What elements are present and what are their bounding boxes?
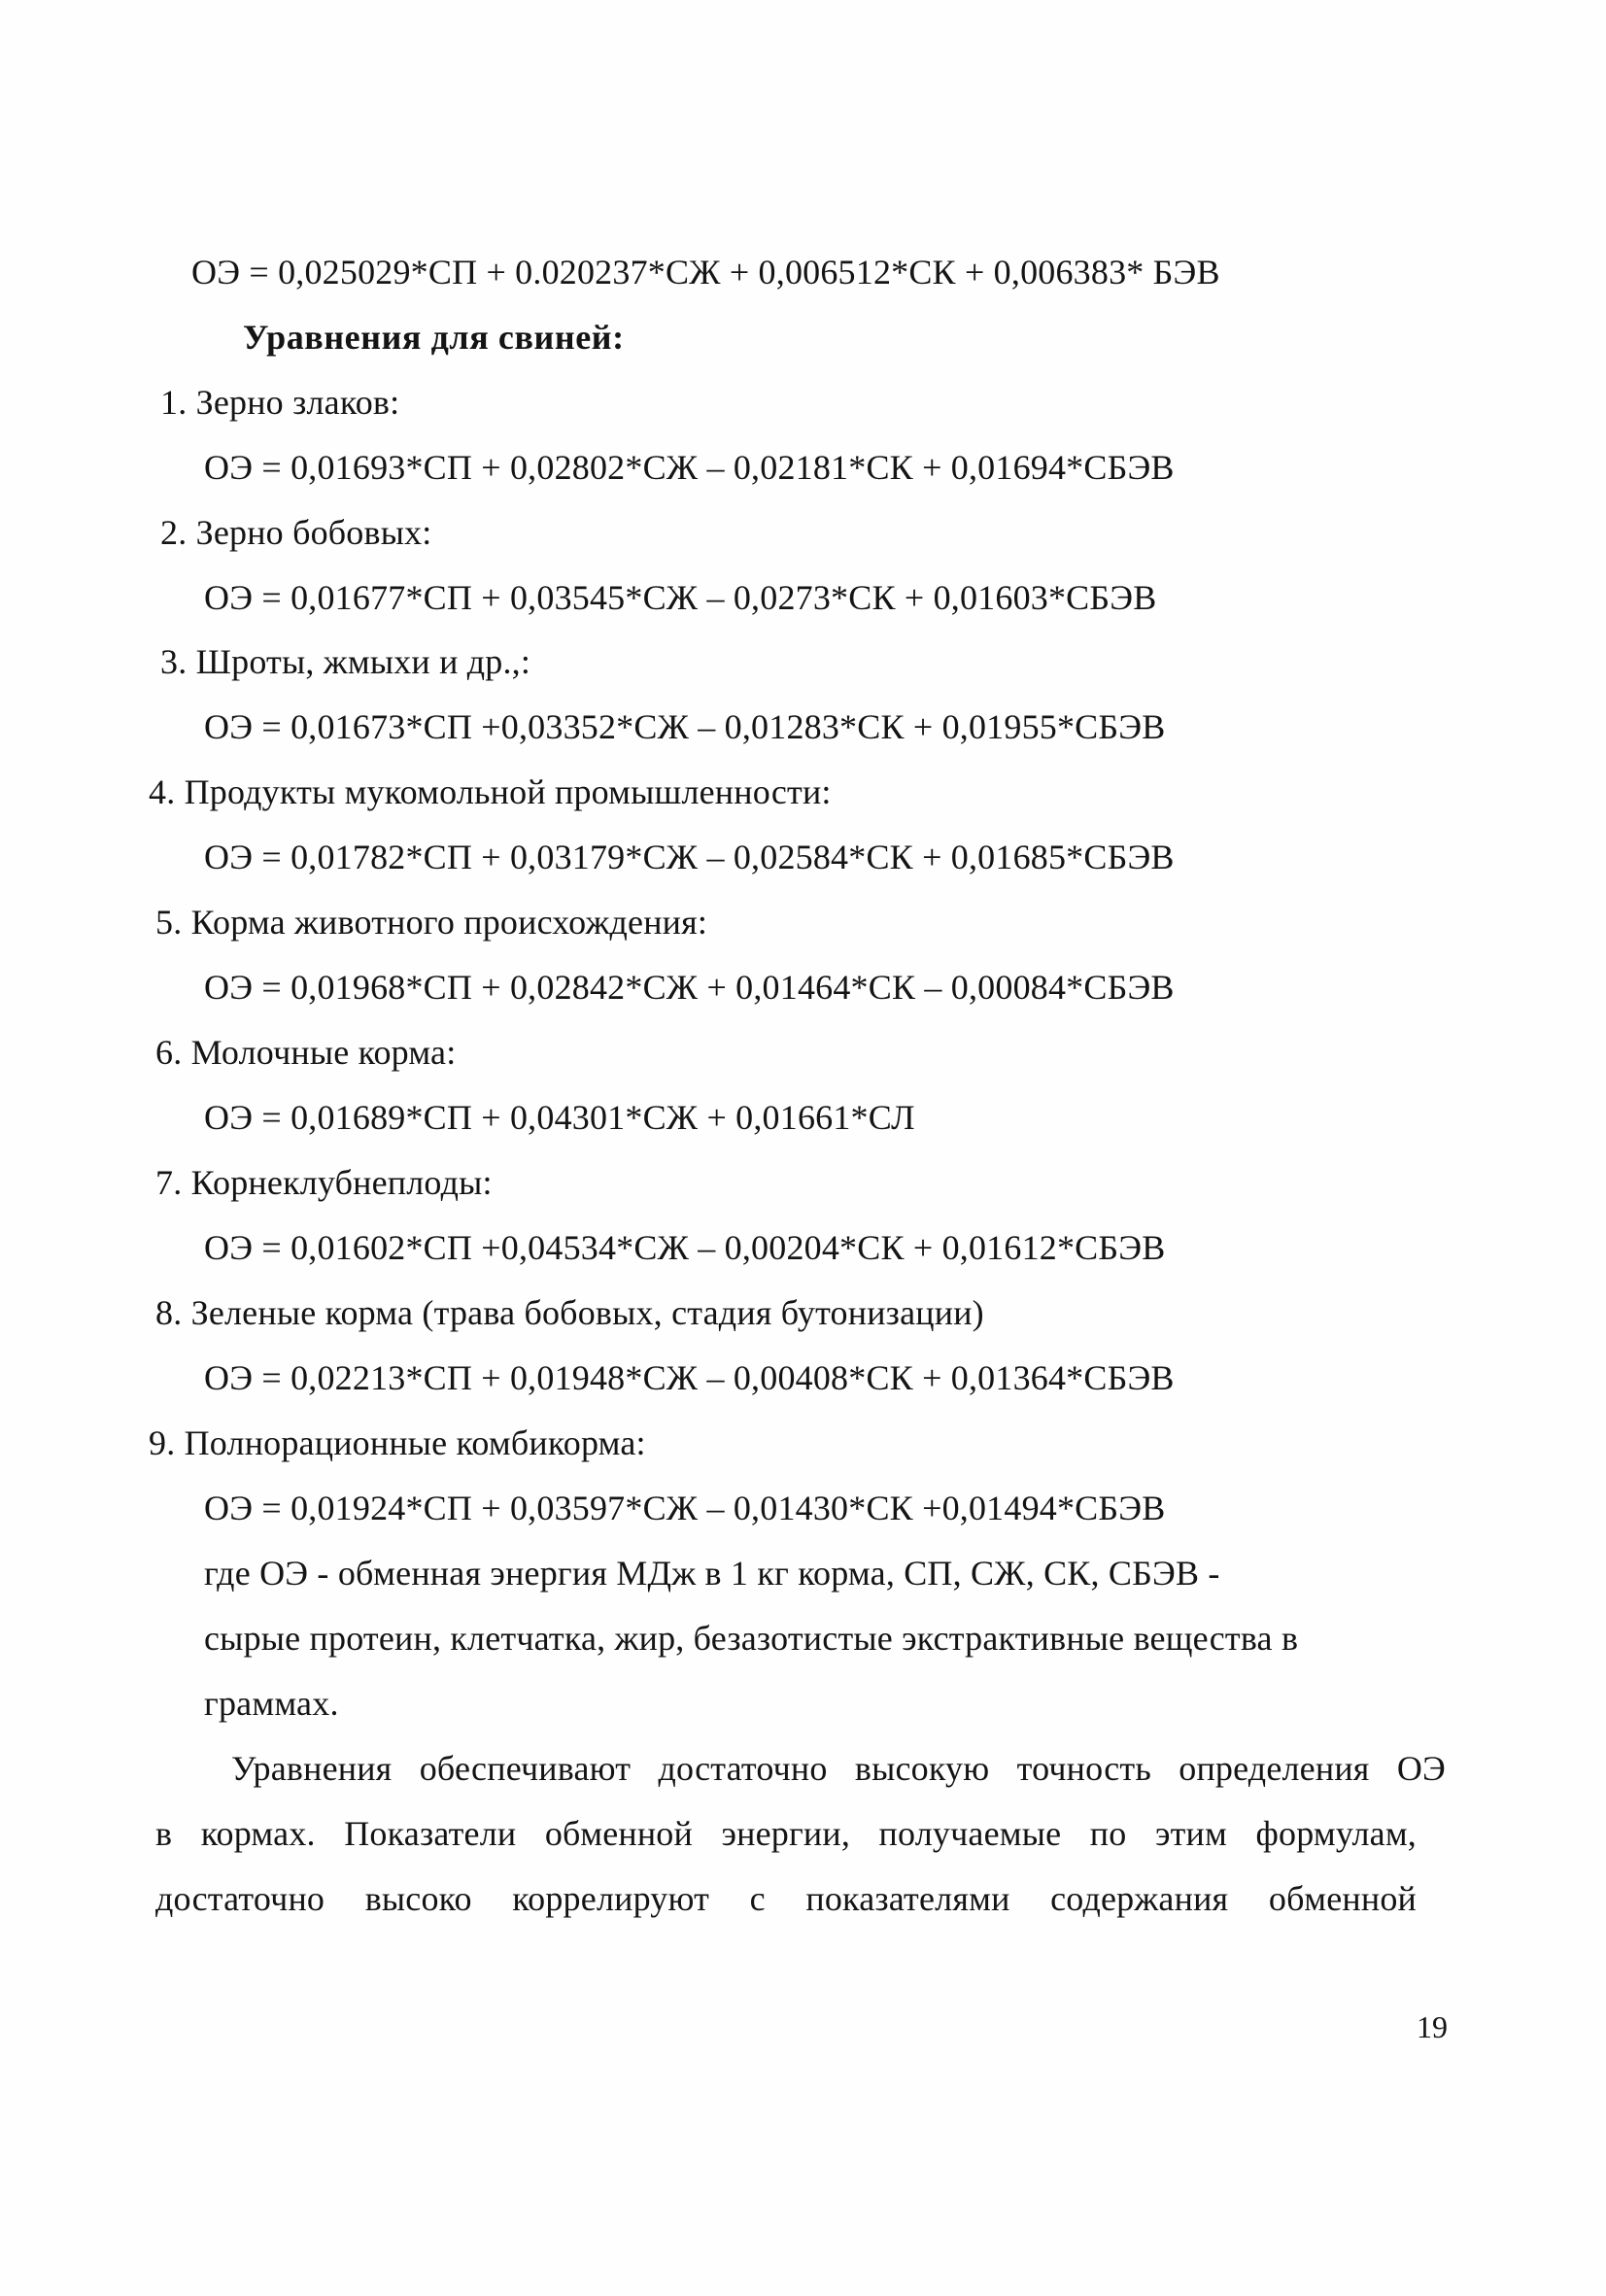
list-item-formula: ОЭ = 0,01924*СП + 0,03597*СЖ – 0,01430*СК +0,01494*СБЭВ [204,1489,1166,1527]
top-formula: ОЭ = 0,025029*СП + 0.020237*СЖ + 0,006512*СК + 0,006383* БЭВ [191,253,1220,291]
list-item-label: 7. Корнеклубнеплоды: [155,1163,493,1202]
page-number: 19 [1417,2009,1448,2044]
list-item-formula: ОЭ = 0,01689*СП + 0,04301*СЖ + 0,01661*СЛ [204,1098,915,1137]
list-item-formula: ОЭ = 0,02213*СП + 0,01948*СЖ – 0,00408*СК + 0,01364*СБЭВ [204,1358,1175,1397]
section-heading: Уравнения для свиней: [243,318,625,357]
list-item-label: 1. Зерно злаков: [160,383,400,422]
list-item-formula: ОЭ = 0,01677*СП + 0,03545*СЖ – 0,0273*СК + 0,01603*СБЭВ [204,578,1157,617]
list-item-formula: ОЭ = 0,01602*СП +0,04534*СЖ – 0,00204*СК + 0,01612*СБЭВ [204,1228,1166,1267]
paragraph-line: достаточно высоко коррелируют с показателями содержания обменной [155,1879,1417,1918]
list-item-label: 5. Корма животного происхождения: [155,903,708,942]
list-item-label: 8. Зеленые корма (трава бобовых, стадия бутонизации) [155,1293,984,1332]
list-item-formula: ОЭ = 0,01673*СП +0,03352*СЖ – 0,01283*СК + 0,01955*СБЭВ [204,707,1166,746]
list-item-formula: ОЭ = 0,01968*СП + 0,02842*СЖ + 0,01464*СК – 0,00084*СБЭВ [204,968,1175,1007]
list-item-label: 9. Полнорационные комбикорма: [149,1423,646,1462]
legend-line: где ОЭ - обменная энергия МДж в 1 кг корма, СП, СЖ, СК, СБЭВ - [204,1554,1220,1593]
list-item-label: 4. Продукты мукомольной промышленности: [149,772,832,811]
list-item-formula: ОЭ = 0,01782*СП + 0,03179*СЖ – 0,02584*СК + 0,01685*СБЭВ [204,838,1175,876]
list-item-label: 2. Зерно бобовых: [160,513,432,552]
list-item-formula: ОЭ = 0,01693*СП + 0,02802*СЖ – 0,02181*СК + 0,01694*СБЭВ [204,448,1175,487]
list-item-label: 6. Молочные корма: [155,1033,457,1072]
list-item-label: 3. Шроты, жмыхи и др.,: [160,642,531,681]
paragraph-line: в кормах. Показатели обменной энергии, получаемые по этим формулам, [155,1814,1417,1853]
legend-line: граммах. [204,1684,339,1723]
paragraph-line: Уравнения обеспечивают достаточно высокую точность определения ОЭ [231,1749,1446,1788]
legend-line: сырые протеин, клетчатка, жир, безазотистые экстрактивные вещества в [204,1619,1299,1658]
